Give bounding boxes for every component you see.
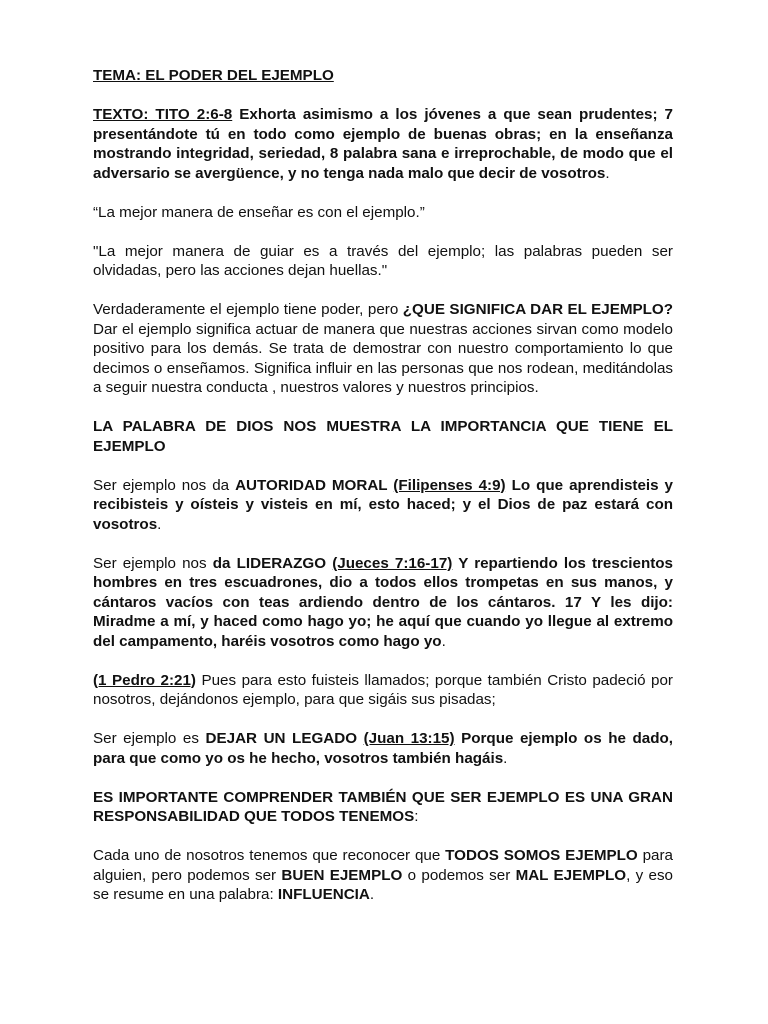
texto-paragraph	[93, 105, 673, 183]
intro-lead: Verdaderamente el ejemplo tiene poder, pero	[93, 301, 403, 318]
section-heading-responsabilidad	[93, 788, 673, 827]
closing-bold-2: BUEN EJEMPLO	[281, 866, 403, 884]
intro-body: Dar el ejemplo significa actuar de manera que nuestras acciones sirvan como modelo positivo para los demás. Se trata de demostrar con nuestro comportamiento lo que decimos o enseñamos. Significa influir en las personas que nos rodean, meditándolas a seguir nuestra conducta , nuestros valores y nuestros principios.	[93, 320, 673, 396]
texto-verse: Exhorta asimismo a los jóvenes a que sean prudentes; 7 presentándote tú en todo como ejemplo de buenas obras; en la enseñanza mostrando integridad, seriedad, 8 palabra sana e irreprochable, de modo que el adversario se avergüence, y no tenga nada malo que decir de vosotros	[93, 106, 673, 182]
heading-importancia-text: LA PALABRA DE DIOS NOS MUESTRA LA IMPORTANCIA QUE TIENE EL EJEMPLO	[93, 418, 673, 455]
closing-text-4: , y eso se resume en una palabra:	[93, 866, 673, 903]
point-autoridad-verse: Lo que aprendisteis y recibisteis y oísteis y visteis en mí, esto haced; y el Dios de paz estará con vosotros	[93, 476, 673, 533]
point-pedro-body: Pues para esto fuisteis llamados; porque también Cristo padeció por nosotros, dejándonos ejemplo, para que sigáis sus pisadas;	[93, 671, 673, 708]
heading-responsabilidad-text: ES IMPORTANTE COMPRENDER TAMBIÉN QUE SER EJEMPLO ES UNA GRAN RESPONSABILIDAD QUE TODOS TENEMOS	[93, 788, 673, 825]
point-liderazgo-verse: Y repartiendo los trescientos hombres en tres escuadrones, dio a todos ellos trompetas en sus manos, y cántaros vacíos con teas ardiendo dentro de los cántaros. 17 Y les dijo: Miradme a mí, y haced como hago yo; he aquí que cuando yo llegue al extremo del campamento, haréis vosotros como hago yo	[93, 554, 673, 650]
point-pedro-paragraph	[93, 671, 673, 710]
point-pedro-reference: (1 Pedro 2:21)	[93, 671, 196, 689]
point-autoridad-reference: (Filipenses 4:9)	[393, 476, 506, 494]
point-liderazgo-reference: (Jueces 7:16-17)	[332, 554, 453, 572]
point-liderazgo-end: .	[441, 632, 446, 650]
closing-bold-3: MAL EJEMPLO	[515, 866, 627, 884]
point-autoridad-paragraph	[93, 476, 673, 535]
section-heading-importancia	[93, 417, 673, 456]
point-autoridad-topic: AUTORIDAD MORAL	[235, 476, 388, 494]
point-autoridad-end: .	[157, 515, 162, 533]
quote-text-2: "La mejor manera de guiar es a través del ejemplo; las palabras pueden ser olvidadas, pero las acciones dejan huellas."	[93, 242, 673, 279]
quote-paragraph-1	[93, 203, 673, 223]
closing-text-5: .	[369, 886, 375, 903]
point-liderazgo-lead: Ser ejemplo nos	[93, 554, 213, 572]
closing-text-1: Cada uno de nosotros tenemos que reconocer que	[93, 847, 446, 864]
closing-paragraph	[93, 846, 673, 905]
closing-bold-1: TODOS SOMOS EJEMPLO	[445, 847, 638, 864]
quote-paragraph-2	[93, 242, 673, 281]
document-page	[93, 66, 673, 924]
point-legado-topic: DEJAR UN LEGADO	[205, 730, 358, 747]
point-legado-verse: Porque ejemplo os he dado, para que como yo os he hecho, vosotros también hagáis	[93, 730, 673, 767]
closing-text-2: para alguien, pero podemos ser	[93, 847, 673, 884]
intro-paragraph	[93, 300, 673, 398]
intro-question: ¿QUE SIGNIFICA DAR EL EJEMPLO?	[402, 301, 673, 318]
point-legado-lead: Ser ejemplo es	[93, 730, 206, 747]
title-text: TEMA: EL PODER DEL EJEMPLO	[93, 67, 334, 84]
point-legado-paragraph	[93, 729, 673, 768]
texto-end: .	[605, 164, 610, 182]
closing-text-3: o podemos ser	[402, 866, 516, 884]
point-liderazgo-paragraph	[93, 554, 673, 652]
point-autoridad-lead: Ser ejemplo nos da	[93, 476, 236, 494]
heading-responsabilidad-end: :	[414, 808, 419, 825]
document-title	[93, 66, 673, 86]
point-legado-end: .	[503, 749, 508, 767]
texto-reference: TEXTO: TITO 2:6-8	[93, 106, 233, 123]
quote-text-1: “La mejor manera de enseñar es con el ejemplo.”	[93, 203, 425, 221]
point-legado-reference: (Juan 13:15)	[363, 730, 455, 747]
point-liderazgo-topic: da LIDERAZGO	[212, 554, 327, 572]
closing-bold-4: INFLUENCIA	[277, 886, 370, 903]
